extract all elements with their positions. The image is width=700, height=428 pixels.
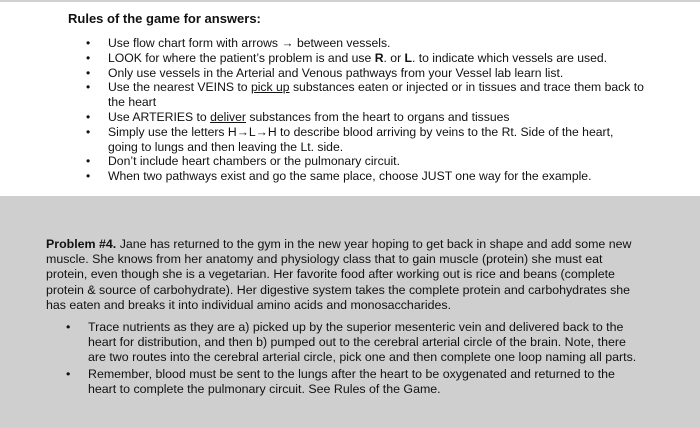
bullet-icon: • (86, 109, 91, 124)
bullet-icon: • (86, 36, 91, 50)
task-item (66, 367, 640, 397)
rule-emphasis: L (404, 50, 412, 65)
bullet-icon: • (86, 65, 91, 80)
rules-list (86, 36, 646, 184)
rule-text: LOOK for where the patient’s problem is and use (108, 50, 375, 65)
rule-text: Don’t include heart chambers or the pulmonary circuit. (108, 154, 400, 169)
problem-paragraph (46, 237, 646, 313)
rule-underlined: deliver (210, 109, 246, 124)
rule-text: substances from the heart to organs and tissues (245, 109, 510, 124)
rule-item (86, 66, 646, 81)
rule-item (86, 110, 646, 125)
rule-text: . or (383, 50, 405, 65)
task-list (66, 320, 640, 398)
task-item (66, 320, 640, 366)
problem-body: Jane has returned to the gym in the new year hoping to get back in shape and add some new muscle. She knows from her anatomy and physiology class that to gain muscle (protein) she must eat protein, even though she is a vegetarian. Her favorite food after working out is rice and beans (complete protein & source of carbohydrate). Her digestive system takes the complete protein and carbohydrates she has eaten and breaks it into individual amino acids and monosaccharides. (46, 237, 632, 312)
rule-emphasis: R (374, 50, 384, 65)
rule-text: Only use vessels in the Arterial and Venous pathways from your Vessel lab learn list. (108, 65, 564, 80)
rule-text: Simply use the letters H→L→H to describe blood arriving by veins to the Rt. Side of the heart, going to lungs and then leaving the Lt. side. (108, 124, 614, 154)
rule-text: Use the nearest VEINS to (108, 80, 251, 95)
bullet-icon: • (66, 366, 71, 381)
bullet-icon: • (86, 124, 91, 139)
rules-section (0, 2, 700, 196)
rule-item (86, 154, 646, 169)
bullet-icon: • (86, 50, 91, 65)
rule-text: Use flow chart form with arrows → between vessels. (108, 36, 391, 50)
rule-text: substances eaten or injected or in tissues and trace them back to the heart (108, 80, 644, 110)
rule-text: When two pathways exist and go the same place, choose JUST one way for the example. (108, 169, 592, 184)
rule-item (86, 80, 646, 110)
rule-item (86, 125, 646, 155)
rule-item (86, 169, 646, 184)
bullet-icon: • (66, 320, 71, 334)
problem-section (0, 196, 700, 428)
task-text: Remember, blood must be sent to the lungs after the heart to be oxygenated and returned to the heart to complete the pulmonary circuit. See Rules of the Game. (88, 366, 615, 396)
rules-title: Rules of the game for answers: (68, 11, 261, 26)
rule-text: . to indicate which vessels are used. (411, 50, 608, 65)
problem-label: Problem #4. (46, 237, 117, 251)
rule-underlined: pick up (250, 80, 290, 95)
rule-item (86, 51, 646, 66)
rule-text: Use ARTERIES to (108, 109, 211, 124)
bullet-icon: • (86, 80, 91, 95)
bullet-icon: • (86, 169, 91, 184)
bullet-icon: • (86, 154, 91, 169)
task-text: Trace nutrients as they are a) picked up by the superior mesenteric vein and delivered back to the heart for distribution, and then b) pumped out to the cerebral arterial circle of the brain. Note, there are two routes into the cerebral arterial circle, pick one and then complete one loop naming all parts. (88, 320, 637, 365)
rule-item (86, 36, 646, 51)
